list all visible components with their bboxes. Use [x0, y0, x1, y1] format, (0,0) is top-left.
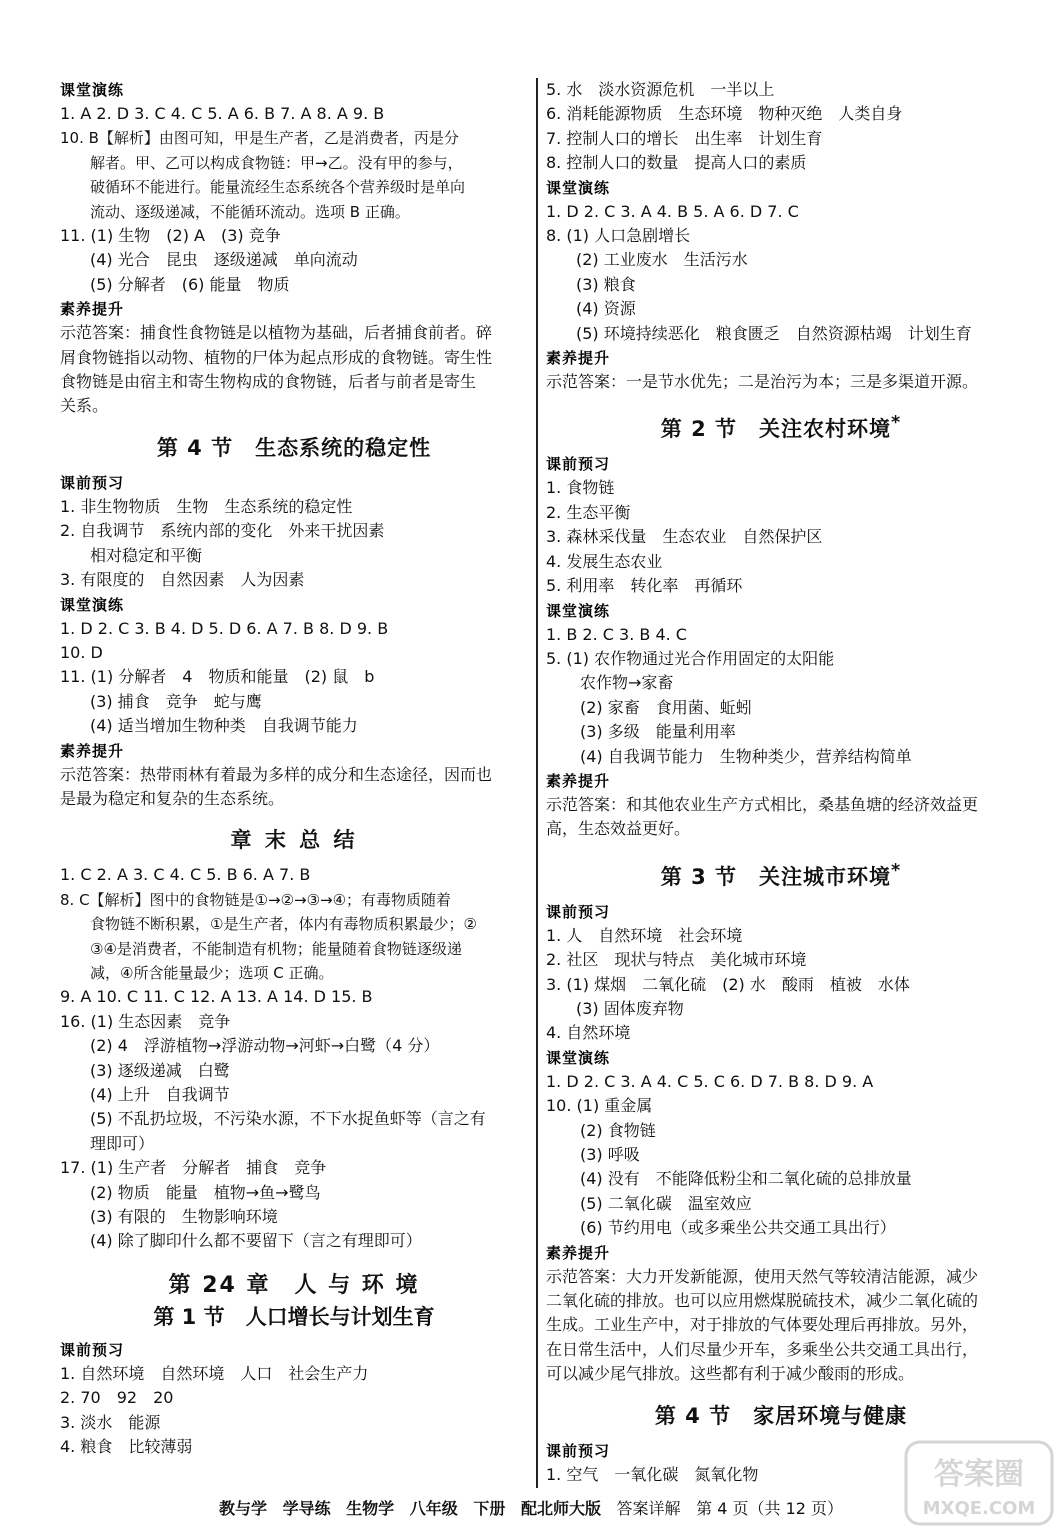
answer-line: (6) 节约用电（或多乘坐公共交通工具出行）	[580, 1218, 896, 1238]
answer-line: 10. B【解析】由图可知，甲是生产者，乙是消费者，丙是分	[60, 129, 459, 148]
answer-line: (5) 不乱扔垃圾，不污染水源，不下水捉鱼虾等（言之有	[90, 1109, 486, 1129]
answer-line: 1. 食物链	[546, 478, 615, 498]
answer-line: 7. 控制人口的增长 出生率 计划生育	[546, 128, 823, 148]
answer-line: 6. 消耗能源物质 生态环境 物种灭绝 人类自身	[546, 104, 903, 124]
answer-line: 食物链是由宿主和寄生物构成的食物链，后者与前者是寄生	[60, 372, 477, 392]
answer-line: 10. (1) 重金属	[546, 1096, 653, 1116]
answer-line: (3) 粮食	[576, 274, 636, 294]
section-title: 第 4 节 家居环境与健康	[654, 1403, 908, 1428]
answer-line: 2. 70 92 20	[60, 1388, 174, 1408]
answer-line: 8. C【解析】图中的食物链是①→②→③→④；有毒物质随着	[60, 890, 452, 909]
answer-line: (2) 物质 能量 植物→鱼→鹭鸟	[90, 1182, 321, 1202]
section-tag: 课前预习	[546, 1441, 611, 1460]
footer-series: 学导练	[282, 1499, 331, 1518]
answer-line: (5) 二氧化碳 温室效应	[580, 1193, 752, 1213]
answer-line: (2) 家畜 食用菌、蚯蚓	[580, 697, 752, 717]
answer-line: (3) 多级 能量利用率	[580, 722, 736, 742]
answer-line: (4) 资源	[576, 299, 636, 319]
section-tag: 课堂演练	[546, 178, 611, 197]
section-title: 第 4 节 生态系统的稳定性	[156, 435, 432, 460]
answer-line: 3. 有限度的 自然因素 人为因素	[60, 570, 305, 590]
answer-line: (2) 食物链	[580, 1120, 656, 1140]
answer-line: 示范答案：和其他农业生产方式相比，桑基鱼塘的经济效益更	[546, 794, 979, 814]
answer-line: (4) 适当增加生物种类 自我调节能力	[90, 716, 358, 736]
answer-line: 1. A 2. D 3. C 4. C 5. A 6. B 7. A 8. A 9. B	[60, 104, 385, 123]
answer-line: (3) 逐级递减 白鹭	[90, 1060, 230, 1080]
answer-line: ③④是消费者，不能制造有机物；能量随着食物链逐级递	[90, 939, 462, 958]
answer-line: 3. (1) 煤烟 二氧化硫 (2) 水 酸雨 植被 水体	[546, 974, 910, 994]
answer-line: 1. B 2. C 3. B 4. C	[546, 624, 687, 644]
answer-line: 在日常生活中，人们尽量少开车，多乘坐公共交通工具出行，	[546, 1339, 979, 1359]
footer-page: 第 4 页（共 12 页）	[696, 1499, 844, 1518]
answer-line: (2) 工业废水 生活污水	[576, 250, 748, 270]
answer-line: 1. D 2. C 3. A 4. B 5. A 6. D 7. C	[546, 201, 799, 221]
answer-line: 10. D	[60, 642, 103, 662]
answer-line: 示范答案：大力开发新能源，使用天然气等较清洁能源，减少	[546, 1266, 979, 1286]
answer-line: 1. D 2. C 3. A 4. C 5. C 6. D 7. B 8. D 9. A	[546, 1071, 874, 1091]
answer-line: (3) 有限的 生物影响环境	[90, 1207, 278, 1227]
answer-line: 4. 粮食 比较薄弱	[60, 1437, 193, 1457]
answer-line: (5) 环境持续恶化 粮食匮乏 自然资源枯竭 计划生育	[576, 323, 972, 343]
answer-line: (3) 呼吸	[580, 1145, 640, 1164]
answer-line: 屑食物链指以动物、植物的尸体为起点形成的食物链。寄生性	[60, 347, 493, 367]
answer-line: 可以减少尾气排放。这些都有利于减少酸雨的形成。	[546, 1364, 915, 1384]
answer-line: 1. C 2. A 3. C 4. C 5. B 6. A 7. B	[60, 865, 311, 885]
page-footer	[0, 1496, 1062, 1519]
answer-line: 高，生态效益更好。	[546, 819, 691, 839]
section-title	[546, 408, 1016, 444]
section-tag: 课堂演练	[60, 81, 125, 99]
left-column	[60, 78, 528, 1459]
footer-grade: 八年级	[409, 1499, 458, 1518]
section-tag: 素养提升	[60, 741, 125, 760]
answer-line: 减，④所含能量最少；选项 C 正确。	[90, 963, 334, 982]
answer-line: (4) 除了脚印什么都不要留下（言之有理即可）	[90, 1231, 422, 1251]
answer-line: (4) 光合 昆虫 逐级递减 单向流动	[90, 250, 358, 270]
answer-line: 2. 自我调节 系统内部的变化 外来干扰因素	[60, 521, 385, 541]
right-column	[546, 78, 1016, 1487]
answer-line: (4) 上升 自我调节	[90, 1085, 230, 1104]
answer-line: 农作物→家畜	[580, 673, 674, 693]
answer-line: 1. D 2. C 3. B 4. D 5. D 6. A 7. B 8. D 9. B	[60, 618, 389, 638]
section-tag: 课前预习	[546, 455, 611, 474]
optional-mark: *	[891, 413, 902, 434]
answer-line: 生成。工业生产中，对于排放的气体要处理后再排放。另外，	[546, 1315, 979, 1335]
answer-line: (4) 没有 不能降低粉尘和二氧化硫的总排放量	[580, 1169, 912, 1189]
answer-line: 5. (1) 农作物通过光合作用固定的太阳能	[546, 648, 835, 668]
answer-line: (3) 捕食 竞争 蛇与鹰	[90, 691, 262, 711]
watermark-cn: 答案圈	[934, 1457, 1024, 1492]
section-tag: 课前预习	[546, 902, 611, 921]
footer-subject: 生物学	[346, 1499, 395, 1518]
footer-volume: 下册	[473, 1499, 506, 1518]
answer-line: 食物链不断积累，①是生产者，体内有毒物质积累最少；②	[90, 915, 477, 934]
answer-line: 4. 自然环境	[546, 1023, 631, 1043]
answer-line: 11. (1) 生物 (2) A (3) 竞争	[60, 226, 281, 246]
answer-line: 示范答案：热带雨林有着最为多样的成分和生态途径，因而也	[60, 764, 493, 784]
optional-mark: *	[891, 860, 902, 881]
answer-line: (4) 自我调节能力 生物种类少，营养结构简单	[580, 746, 912, 766]
section-tag: 课堂演练	[546, 601, 611, 620]
answer-line: 二氧化硫的排放。也可以应用燃煤脱硫技术，减少二氧化硫的	[546, 1291, 979, 1311]
answer-line: (2) 4 浮游植物→浮游动物→河虾→白鹭（4 分）	[90, 1036, 440, 1056]
answer-line: 5. 水 淡水资源危机 一半以上	[546, 80, 775, 99]
summary-title: 章 末 总 结	[230, 828, 358, 853]
answer-line: 解者。甲、乙可以构成食物链：甲→乙。没有甲的参与，	[90, 153, 463, 172]
answer-line: 理即可）	[90, 1133, 155, 1153]
answer-line: 示范答案：一是节水优先；二是治污为本；三是多渠道开源。	[546, 372, 979, 392]
answer-line: 3. 淡水 能源	[60, 1412, 161, 1432]
section-tag: 课前预习	[60, 473, 125, 492]
footer-edition: 配北师大版	[520, 1499, 601, 1518]
section-title-text: 第 3 节 关注城市环境	[660, 864, 892, 889]
answer-line: 3. 森林采伐量 生态农业 自然保护区	[546, 527, 823, 547]
answer-line: (5) 分解者 (6) 能量 物质	[90, 274, 290, 294]
answer-line: 关系。	[60, 396, 109, 416]
section-title: 第 1 节 人口增长与计划生育	[153, 1304, 435, 1329]
footer-answer: 答案详解	[616, 1499, 681, 1518]
column-divider	[536, 78, 538, 1488]
answer-line: 8. (1) 人口急剧增长	[546, 226, 691, 246]
footer-brand: 教与学	[218, 1499, 267, 1518]
answer-line: 2. 生态平衡	[546, 502, 631, 522]
section-tag: 素养提升	[546, 1243, 611, 1262]
answer-line: 5. 利用率 转化率 再循环	[546, 576, 743, 596]
answer-line: 相对稳定和平衡	[90, 545, 203, 565]
answer-line: 17. (1) 生产者 分解者 捕食 竞争	[60, 1158, 327, 1178]
answer-line: 1. 自然环境 自然环境 人口 社会生产力	[60, 1363, 369, 1383]
answer-line: 1. 非生物物质 生物 生态系统的稳定性	[60, 496, 353, 516]
answer-line: 11. (1) 分解者 4 物质和能量 (2) 鼠 b	[60, 667, 375, 687]
answer-line: (3) 固体废弃物	[576, 998, 684, 1018]
section-tag: 课堂演练	[546, 1048, 611, 1067]
answer-line: 16. (1) 生态因素 竞争	[60, 1011, 231, 1031]
answer-line: 4. 发展生态农业	[546, 551, 663, 571]
answer-line: 8. 控制人口的数量 提高人口的素质	[546, 153, 807, 173]
answer-line: 流动、逐级递减，不能循环流动。选项 B 正确。	[90, 202, 410, 221]
chapter-title: 第 24 章 人 与 环 境	[168, 1272, 420, 1298]
answer-line: 1. 人 自然环境 社会环境	[546, 925, 743, 945]
section-tag: 课前预习	[60, 1340, 125, 1359]
section-title	[546, 856, 1016, 892]
answer-line: 示范答案：捕食性食物链是以植物为基础，后者捕食前者。碎	[60, 323, 493, 343]
section-tag: 素养提升	[546, 349, 611, 368]
answer-line: 2. 社区 现状与特点 美化城市环境	[546, 950, 807, 970]
watermark-logo	[904, 1440, 1054, 1526]
section-title-text: 第 2 节 关注农村环境	[660, 417, 892, 442]
section-tag: 素养提升	[60, 300, 125, 319]
section-tag: 课堂演练	[60, 595, 125, 614]
answer-line: 是最为稳定和复杂的生态系统。	[60, 788, 285, 808]
answer-line: 1. 空气 一氧化碳 氮氧化物	[546, 1464, 759, 1484]
watermark-url: MXQE.COM	[922, 1498, 1036, 1519]
answer-line: 破循环不能进行。能量流经生态系统各个营养级时是单向	[90, 178, 466, 197]
section-tag: 素养提升	[546, 771, 611, 790]
answer-line: 9. A 10. C 11. C 12. A 13. A 14. D 15. B	[60, 987, 373, 1007]
